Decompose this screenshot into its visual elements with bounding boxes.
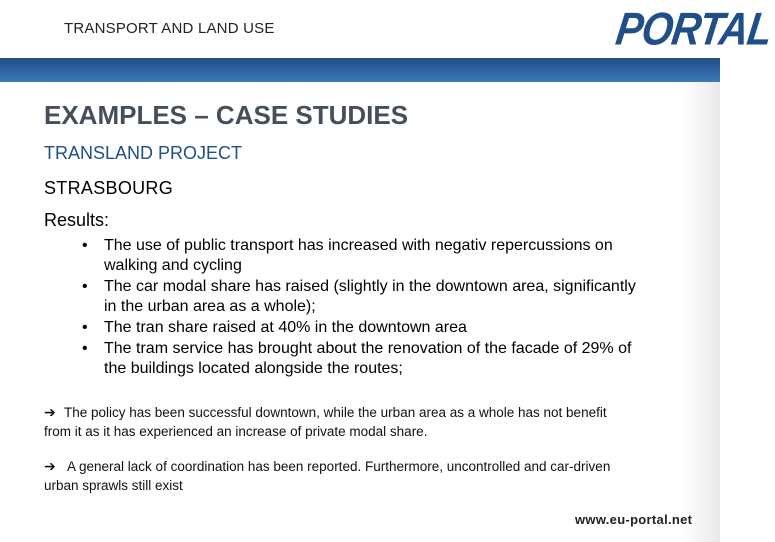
conclusion-note [44,457,624,495]
conclusion-note [44,403,624,441]
list-item [80,277,640,317]
note-text: A general lack of coordination has been reported. Furthermore, uncontrolled and car-driven urban sprawls still exist [44,459,611,493]
arrow-right-icon: ➔ [44,404,56,420]
results-label: Results: [44,210,110,230]
list-item [80,318,640,338]
list-item [80,339,640,379]
results-list [80,236,640,380]
arrow-right-icon: ➔ [44,458,56,474]
note-text: The policy has been successful downtown, while the urban area as a whole has not benefit from it as it has experienced an increase of private modal share. [44,405,607,439]
bullet-icon: • [82,278,88,295]
list-item [80,236,640,276]
portal-logo: PORTAL [612,4,775,55]
header-section-label: TRANSPORT AND LAND USE [64,20,275,37]
slide-title: EXAMPLES – CASE STUDIES [44,100,409,130]
city-heading: STRASBOURG [44,178,174,198]
bullet-text: The tran share raised at 40% in the downtown area [104,319,467,336]
header-band [0,58,720,82]
bullet-icon: • [82,319,88,336]
project-subtitle: TRANSLAND PROJECT [44,143,243,163]
footer-website-url: www.eu-portal.net [575,512,693,527]
bullet-text: The tram service has brought about the renovation of the facade of 29% of the buildings located alongside the routes; [104,340,632,377]
bullet-icon: • [82,237,88,254]
bullet-text: The use of public transport has increased with negativ repercussions on walking and cycling [104,237,613,274]
bullet-icon: • [82,340,88,357]
bullet-text: The car modal share has raised (slightly in the downtown area, significantly in the urban area as a whole); [104,278,636,315]
